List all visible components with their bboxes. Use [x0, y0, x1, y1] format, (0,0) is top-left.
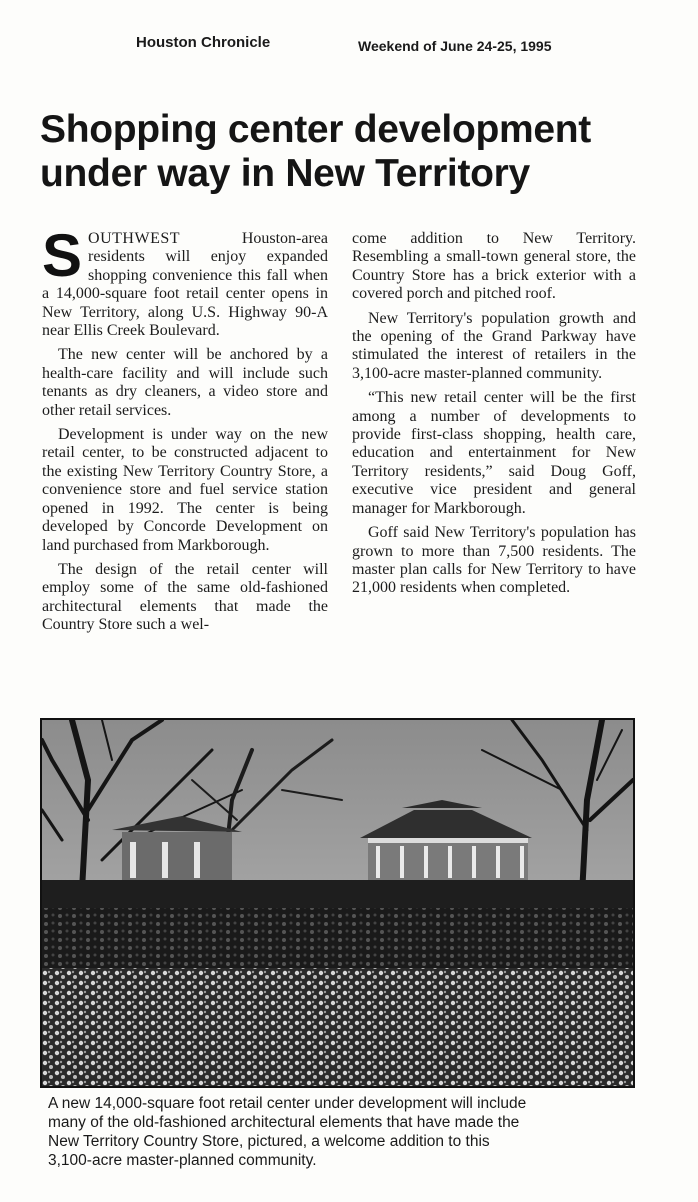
- caption-line-1: A new 14,000-square foot retail center under development will include: [48, 1095, 527, 1112]
- article-column-left: [42, 222, 328, 641]
- shrub-bed: [42, 908, 633, 968]
- article-paragraph: Development is under way on the new retail center, to be constructed adjacent to the existing New Territory Country Store, a convenience store and fuel service station opened in 1992. The center is being developed by Concorde Development on land purchased from Markborough.: [42, 426, 328, 554]
- caption-line-4: 3,100-acre master-planned community.: [48, 1152, 317, 1169]
- article-paragraph: The design of the retail center will employ some of the same old-fashioned architectural elements that made the Country Store such a wel-: [42, 560, 328, 634]
- article-paragraph: “This new retail center will be the first among a number of developments to provide first-class shopping, health care, education and entertainment for New Territory residents,” said Doug Goff, executive vice president and general manager for Markborough.: [352, 389, 636, 517]
- headline-line-2: under way in New Territory: [40, 152, 530, 195]
- article-column-right: [352, 230, 636, 604]
- caption-line-2: many of the old-fashioned architectural elements that have made the: [48, 1114, 520, 1131]
- masthead: [0, 30, 698, 54]
- lead-caps: OUTHWEST: [88, 230, 181, 247]
- country-store-photo: [40, 718, 635, 1088]
- article-paragraph: New Territory's population growth and the opening of the Grand Parkway have stimulated the interest of retailers in the 3,100-acre master-planned community.: [352, 309, 636, 382]
- article-paragraph: The new center will be anchored by a health-care facility and will include such tenants as dry cleaners, a video store and other retail services.: [42, 346, 328, 419]
- country-store-illustration: [42, 720, 633, 1086]
- drop-cap: S: [42, 222, 83, 289]
- article-paragraph: Goff said New Territory's population has grown to more than 7,500 residents. The master plan calls for New Territory to have 21,000 residents when completed.: [352, 524, 636, 597]
- caption-line-3: New Territory Country Store, pictured, a welcome addition to this: [48, 1133, 490, 1150]
- photo-caption: [48, 1094, 668, 1170]
- hedge-dark: [42, 880, 633, 908]
- newspaper-name: Houston Chronicle: [136, 34, 271, 51]
- article-paragraph-continued: come addition to New Territory. Resembling a small-town general store, the Country Store has a brick exterior with a covered porch and pitched roof.: [352, 230, 636, 303]
- headline-line-1: Shopping center development: [40, 108, 591, 151]
- article-paragraph-lead: [42, 222, 328, 340]
- publication-date: Weekend of June 24-25, 1995: [358, 38, 552, 54]
- lead-text: Houston-area residents will enjoy expanded shopping convenience this fall when a 14,000-square foot retail center opens in New Territory, along U.S. Highway 90-A near Ellis Creek Boulevard.: [42, 230, 328, 340]
- flower-bed: [42, 968, 633, 1086]
- headline: [40, 108, 680, 196]
